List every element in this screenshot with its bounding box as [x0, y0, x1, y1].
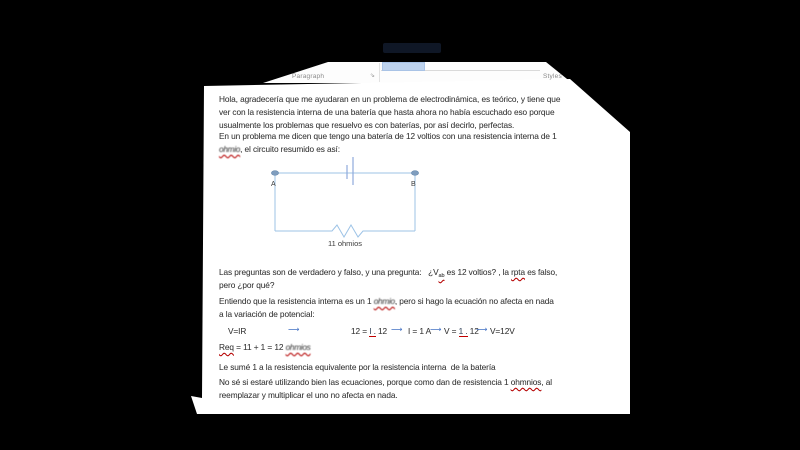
paragraph-line: Req = 11 + 1 = 12 ohmios — [219, 342, 311, 352]
equation-term: V=IR — [228, 326, 247, 336]
node-a-dot — [271, 171, 278, 176]
marked-term: I . — [369, 326, 376, 336]
equation-term: V=12V — [490, 326, 515, 336]
arrow-right-icon: ⟶ — [288, 325, 300, 334]
paragraph-line: En un problema me dicen que tengo una batería de 12 voltios con una resistencia interna de 1 — [219, 131, 557, 141]
arrow-right-icon: ⟶ — [391, 325, 403, 334]
styles-group-label: Styles — [543, 73, 562, 80]
misspelled-word: ohmio — [219, 144, 241, 154]
paragraph-line: Entiendo que la resistencia interna es un 1 ohmio, pero si hago la ecuación no afecta en nada — [219, 296, 554, 306]
selected-style-swatch[interactable] — [382, 62, 425, 71]
paragraph-line: reemplazar y multiplicar el uno no afecta en nada. — [219, 390, 398, 400]
arrow-right-icon: ⟶ — [430, 325, 442, 334]
circuit-diagram — [260, 150, 430, 250]
window-title-smudge — [383, 43, 441, 53]
resistor-label: 11 ohmios — [327, 239, 363, 248]
equation-term: V = 1 . 12 — [444, 326, 479, 336]
subscript-ab: ab — [438, 273, 445, 279]
misspelled-word: Req — [219, 342, 234, 352]
equation-term: 12 = I . 12 — [351, 326, 388, 336]
node-b-dot — [411, 171, 418, 176]
paragraph-line: pero ¿por qué? — [219, 280, 275, 290]
paragraph-line: Las preguntas son de verdadero y falso, y una pregunta: ¿$V_{ab}$ es 12 voltios? , la rpta es falso, — [219, 267, 558, 279]
misspelled-word: ohmnios — [510, 377, 542, 387]
paragraph-line: a la variación de potencial: — [219, 309, 315, 319]
marked-term: 1 . — [458, 326, 468, 336]
misspelled-word: rpta — [511, 267, 525, 277]
paragraph-line: ohmio, el circuito resumido es así: — [219, 144, 340, 154]
equation-term: I = 1 A — [408, 326, 432, 336]
paragraph-group-label: Paragraph — [292, 73, 325, 80]
resistor-zigzag — [275, 225, 415, 237]
ribbon-group-divider — [379, 63, 380, 82]
node-a-label: A — [271, 181, 276, 188]
dialog-launcher-icon[interactable]: ⇘ — [370, 73, 376, 79]
arrow-right-icon: ⟶ — [476, 325, 488, 334]
misspelled-word: ohmios — [285, 342, 311, 352]
node-b-label: B — [411, 181, 416, 188]
paragraph-line: Le sumé 1 a la resistencia equivalente por la resistencia interna de la batería — [219, 362, 496, 372]
misspelled-word: ohmio — [373, 296, 395, 306]
paragraph-line: ver con la resistencia interna de una batería que hasta ahora no había escuchado eso porque — [219, 107, 555, 117]
paragraph-line: Hola, agradecería que me ayudaran en un problema de electrodinámica, es teórico, y tiene que — [219, 94, 561, 104]
paragraph-line: usualmente los problemas que resuelvo es con baterías, por así decirlo, perfectas. — [219, 120, 515, 130]
paragraph-line: No sé si estaré utilizando bien las ecuaciones, porque como dan de resistencia 1 ohmnios, al — [219, 377, 553, 387]
